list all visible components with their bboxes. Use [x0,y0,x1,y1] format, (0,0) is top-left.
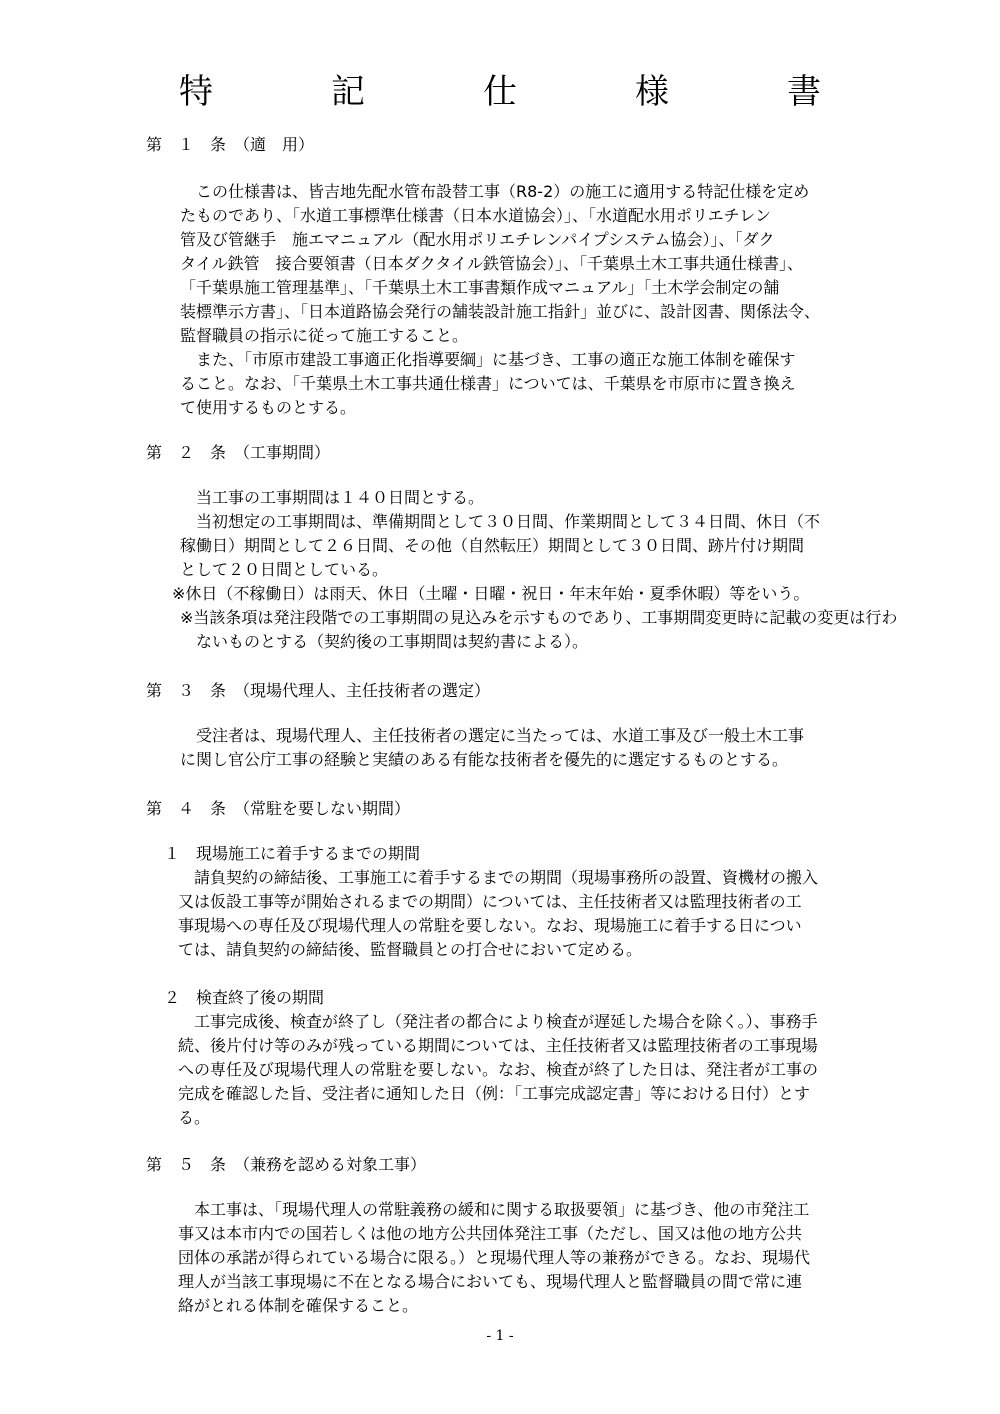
article-5-line: 団体の承諾が得られている場合に限る。）と現場代理人等の兼務ができる。なお、現場代 [178,1248,811,1267]
article-2-note: ないものとする（契約後の工事期間は契約書による）。 [180,632,589,651]
article-4-item-1-line: ては、請負契約の締結後、監督職員との打合せにおいて定める。 [178,940,643,959]
article-1-line: また、「市原市建設工事適正化指導要綱」に基づき、工事の適正な施工体制を確保す [180,350,796,369]
article-4-item-2-line: 工事完成後、検査が終了し（発注者の都合により検査が遅延した場合を除く。）、事務手 [178,1012,818,1031]
article-2-note: ※休日（不稼働日）は雨天、休日（土曜・日曜・祝日・年末年始・夏季休暇）等をいう。 [172,584,810,603]
article-1-line: 装標準示方書」、「日本道路協会発行の舗装設計施工指針」並びに、設計図書、関係法令、 [180,302,821,321]
article-2-line: として２０日間としている。 [180,560,389,579]
article-3-line: 受注者は、現場代理人、主任技術者の選定に当たっては、水道工事及び一般土木工事 [180,726,805,745]
article-4-item-2-heading: ２ 検査終了後の期間 [164,988,325,1007]
article-5-line: 事又は本市内での国若しくは他の地方公共団体発注工事（ただし、国又は他の地方公共 [178,1224,803,1243]
article-2-note: ※当該条項は発注段階での工事期間の見込みを示すものであり、工事期間変更時に記載の変更は行わ [180,608,898,627]
article-4-item-2-line: る。 [178,1108,211,1127]
article-5-line: 絡がとれる体制を確保すること。 [178,1296,419,1315]
page-number: - 1 - [486,1328,514,1344]
article-3-heading: 第 ３ 条 （現場代理人、主任技術者の選定） [146,681,491,700]
article-4-item-1-line: 請負契約の締結後、工事施工に着手するまでの期間（現場事務所の設置、資機材の搬入 [178,868,819,887]
article-1-line: 「千葉県施工管理基準」、「千葉県土木工事書類作成マニュアル」「土木学会制定の舗 [180,278,780,297]
document-title: 特 記 仕 様 書 [179,72,863,112]
article-4-item-2-line: への専任及び現場代理人の常駐を要しない。なお、検査が終了した日は、発注者が工事の [178,1060,819,1079]
article-4-item-1-heading: １ 現場施工に着手するまでの期間 [164,844,421,863]
article-2-line: 当工事の工事期間は１４０日間とする。 [180,488,485,507]
article-1-line: 管及び管継手 施エマニュアル（配水用ポリエチレンパイプシステム協会）」、「ダク [180,230,775,249]
article-2-line: 当初想定の工事期間は、準備期間として３０日間、作業期間として３４日間、休日（不 [180,512,821,531]
article-1-line: たものであり、「水道工事標準仕様書（日本水道協会）」、「水道配水用ポリエチレン [180,206,771,225]
article-4-heading: 第 ４ 条 （常駐を要しない期間） [146,799,411,818]
article-4-item-2-line: 続、後片付け等のみが残っている期間については、主任技術者又は監理技術者の工事現場 [178,1036,818,1055]
article-1-line: ること。なお、「千葉県土木工事共通仕様書」については、千葉県を市原市に置き換え [180,374,796,393]
article-5-line: 本工事は、「現場代理人の常駐義務の緩和に関する取扱要領」に基づき、他の市発注工 [178,1200,810,1219]
article-4-item-1-line: 事現場への専任及び現場代理人の常駐を要しない。なお、現場施工に着手する日につい [178,916,802,935]
article-1-line: て使用するものとする。 [180,398,357,417]
article-2-heading: 第 ２ 条 （工事期間） [146,443,331,462]
article-1-line: タイル鉄管 接合要領書（日本ダクタイル鉄管協会）」、「千葉県土木工事共通仕様書」、 [180,254,804,273]
article-4-item-1-line: 又は仮設工事等が開始されるまでの期間）については、主任技術者又は監理技術者の工 [178,892,802,911]
article-1-line: この仕様書は、皆吉地先配水管布設替工事（R8-2）の施工に適用する特記仕様を定め [180,182,810,201]
article-1-heading: 第 １ 条 （適 用） [146,135,315,154]
article-5-line: 理人が当該工事現場に不在となる場合においても、現場代理人と監督職員の間で常に連 [178,1272,803,1291]
article-5-heading: 第 ５ 条 （兼務を認める対象工事） [146,1155,427,1174]
article-4-item-2-line: 完成を確認した旨、受注者に通知した日（例：「工事完成認定書」等における日付）とす [178,1084,811,1103]
article-2-line: 稼働日）期間として２６日間、その他（自然転圧）期間として３０日間、跡片付け期間 [180,536,805,555]
article-1-line: 監督職員の指示に従って施工すること。 [180,326,469,345]
article-3-line: に関し官公庁工事の経験と実績のある有能な技術者を優先的に選定するものとする。 [180,750,789,769]
